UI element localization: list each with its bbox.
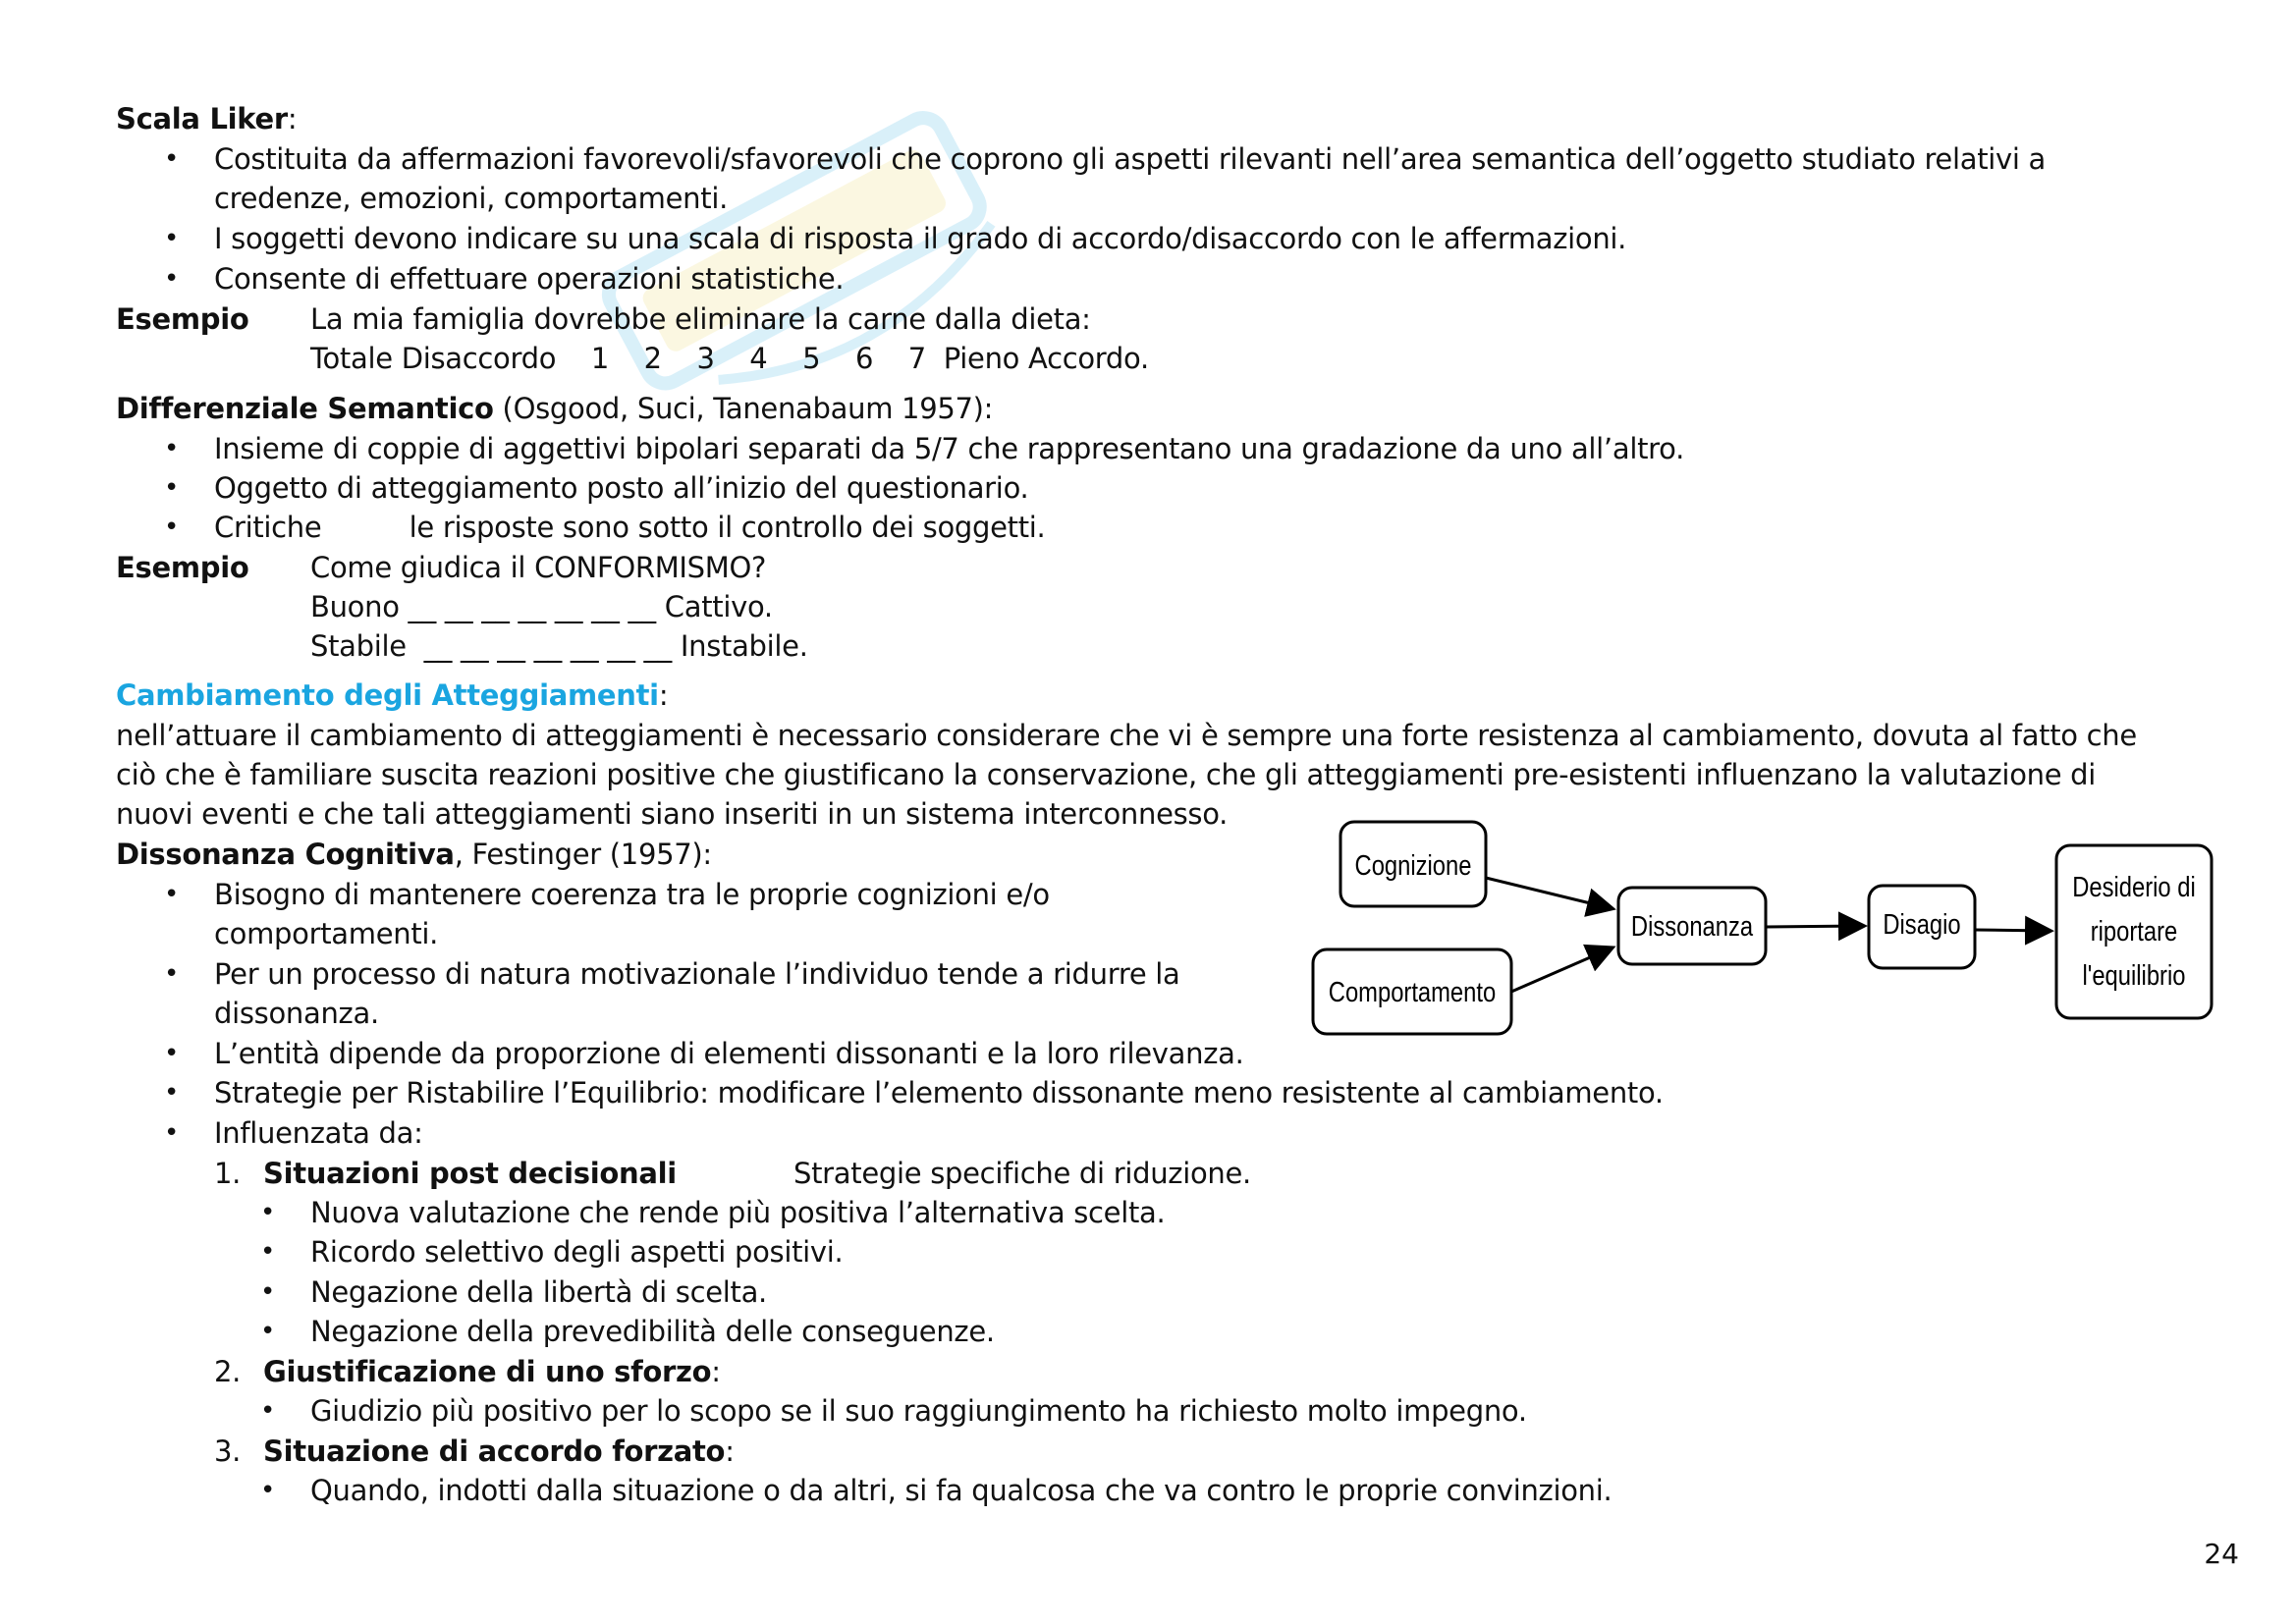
desiderio-label-1: Desiderio di bbox=[2072, 870, 2196, 903]
scala-liker-bullet-2: I soggetti devono indicare su una scala di risposta il grado di accordo/disaccordo con le affermazioni. bbox=[214, 222, 1627, 255]
bullet-icon: • bbox=[260, 1317, 276, 1346]
item-1-sub-2: Ricordo selettivo degli aspetti positivi. bbox=[310, 1235, 844, 1269]
numbered-item-3-title: Situazione di accordo forzato bbox=[263, 1435, 726, 1468]
differenziale-example-3: Stabile __ __ __ __ __ __ __ Instabile. bbox=[310, 629, 808, 663]
arrow-comportamento-dissonanza bbox=[1511, 948, 1611, 992]
differenziale-bullet-2: Oggetto di atteggiamento posto all’inizio del questionario. bbox=[214, 471, 1029, 505]
cognizione-label: Cognizione bbox=[1354, 848, 1472, 882]
bullet-icon: • bbox=[260, 1396, 276, 1426]
numbered-item-2-heading bbox=[263, 1352, 721, 1391]
comportamento-box bbox=[1313, 949, 1511, 1034]
dissonanza-ref: , Festinger (1957): bbox=[454, 838, 712, 871]
dissonance-flow-diagram bbox=[1306, 805, 2249, 1060]
dissonanza-title: Dissonanza Cognitiva bbox=[116, 838, 455, 871]
differenziale-example-1: Come giudica il CONFORMISMO? bbox=[310, 551, 767, 584]
scala-liker-bullet-1-cont: credenze, emozioni, comportamenti. bbox=[214, 182, 729, 215]
comportamento-label: Comportamento bbox=[1328, 975, 1497, 1008]
differenziale-bullet-3: Critiche le risposte sono sotto il controllo dei soggetti. bbox=[214, 511, 1046, 544]
item-1-sub-4: Negazione della prevedibilità delle conseguenze. bbox=[310, 1315, 995, 1348]
item-1-sub-1: Nuova valutazione che rende più positiva l’alternativa scelta. bbox=[310, 1196, 1166, 1229]
numbered-item-3-heading bbox=[263, 1432, 735, 1471]
dissonanza-heading bbox=[116, 835, 712, 874]
item-1-sub-3: Negazione della libertà di scelta. bbox=[310, 1275, 767, 1309]
differenziale-heading bbox=[116, 389, 993, 428]
bullet-icon: • bbox=[164, 1078, 180, 1108]
bullet-icon: • bbox=[164, 959, 180, 989]
esempio-label: Esempio bbox=[116, 551, 249, 584]
dissonanza-bullet-1: Bisogno di mantenere coerenza tra le proprie cognizioni e/o bbox=[214, 878, 1050, 911]
dissonanza-bullet-2-cont: dissonanza. bbox=[214, 997, 379, 1030]
bullet-icon: • bbox=[164, 264, 180, 294]
numbered-item-1-number: 1. bbox=[214, 1157, 242, 1190]
cambiamento-colon: : bbox=[658, 678, 669, 712]
differenziale-example-2: Buono __ __ __ __ __ __ __ Cattivo. bbox=[310, 590, 773, 623]
item-2-sub-1: Giudizio più positivo per lo scopo se il suo raggiungimento ha richiesto molto impegno. bbox=[310, 1394, 1527, 1428]
bullet-icon: • bbox=[260, 1237, 276, 1267]
numbered-item-2-number: 2. bbox=[214, 1355, 242, 1388]
bullet-icon: • bbox=[164, 434, 180, 463]
numbered-item-3-number: 3. bbox=[214, 1435, 242, 1468]
cambiamento-heading bbox=[116, 676, 668, 715]
arrow-dissonanza-disagio bbox=[1766, 926, 1862, 927]
bullet-icon: • bbox=[164, 880, 180, 909]
scala-liker-bullet-3: Consente di effettuare operazioni statistiche. bbox=[214, 262, 845, 296]
page-number: 24 bbox=[2204, 1538, 2239, 1570]
item-3-sub-1: Quando, indotti dalla situazione o da altri, si fa qualcosa che va contro le proprie convinzioni. bbox=[310, 1474, 1613, 1507]
esempio-label: Esempio bbox=[116, 302, 249, 336]
scala-liker-example-1: La mia famiglia dovrebbe eliminare la carne dalla dieta: bbox=[310, 302, 1091, 336]
scala-liker-heading bbox=[116, 99, 297, 138]
cambiamento-para-2: ciò che è familiare suscita reazioni positive che giustificano la conservazione, che gli atteggiamenti pre-esistenti influenzano la valutazione di bbox=[116, 758, 2097, 791]
dissonanza-bullet-2: Per un processo di natura motivazionale l’individuo tende a ridurre la bbox=[214, 957, 1180, 991]
dissonanza-box bbox=[1618, 888, 1766, 964]
arrow-disagio-desiderio bbox=[1975, 930, 2049, 931]
desiderio-label-3: l'equilibrio bbox=[2082, 958, 2186, 992]
cambiamento-para-1: nell’attuare il cambiamento di atteggiamenti è necessario considerare che vi è sempre una forte resistenza al cambiamento, dovuta al fatto che bbox=[116, 719, 2137, 752]
scala-liker-colon: : bbox=[287, 102, 298, 135]
cambiamento-title: Cambiamento degli Atteggiamenti bbox=[116, 678, 659, 712]
bullet-icon: • bbox=[260, 1277, 276, 1307]
bullet-icon: • bbox=[164, 224, 180, 253]
numbered-item-1-desc: Strategie specifiche di riduzione. bbox=[793, 1157, 1251, 1190]
bullet-icon: • bbox=[260, 1198, 276, 1227]
numbered-item-1-title: Situazioni post decisionali bbox=[263, 1157, 677, 1190]
differenziale-ref: (Osgood, Suci, Tanenabaum 1957): bbox=[493, 392, 994, 425]
desiderio-label-2: riportare bbox=[2090, 914, 2178, 947]
desiderio-box bbox=[2056, 845, 2212, 1018]
scala-liker-example-2: Totale Disaccordo 1 2 3 4 5 6 7 Pieno Accordo. bbox=[310, 342, 1149, 375]
dissonanza-label: Dissonanza bbox=[1630, 909, 1754, 943]
dissonanza-bullet-5: Influenzata da: bbox=[214, 1116, 423, 1150]
numbered-item-3-colon: : bbox=[725, 1435, 735, 1468]
bullet-icon: • bbox=[164, 1118, 180, 1148]
differenziale-bullet-1: Insieme di coppie di aggettivi bipolari separati da 5/7 che rappresentano una gradazione da uno all’altro. bbox=[214, 432, 1684, 465]
disagio-label: Disagio bbox=[1883, 907, 1961, 941]
bullet-icon: • bbox=[164, 1039, 180, 1068]
scala-liker-bullet-1: Costituita da affermazioni favorevoli/sfavorevoli che coprono gli aspetti rilevanti nell’area semantica dell’oggetto studiato relativi a bbox=[214, 142, 2047, 176]
differenziale-title: Differenziale Semantico bbox=[116, 392, 494, 425]
cambiamento-para-3: nuovi eventi e che tali atteggiamenti siano inseriti in un sistema interconnesso. bbox=[116, 797, 1229, 831]
scala-liker-title: Scala Liker bbox=[116, 102, 288, 135]
dissonanza-bullet-1-cont: comportamenti. bbox=[214, 917, 439, 950]
dissonanza-bullet-3: L’entità dipende da proporzione di elementi dissonanti e la loro rilevanza. bbox=[214, 1037, 1244, 1070]
bullet-icon: • bbox=[260, 1476, 276, 1505]
cognizione-box bbox=[1340, 822, 1486, 906]
numbered-item-2-colon: : bbox=[711, 1355, 721, 1388]
numbered-item-2-title: Giustificazione di uno sforzo bbox=[263, 1355, 712, 1388]
dissonanza-bullet-4: Strategie per Ristabilire l’Equilibrio: modificare l’elemento dissonante meno resistente al cambiamento. bbox=[214, 1076, 1664, 1110]
arrow-cognizione-dissonanza bbox=[1486, 878, 1611, 908]
bullet-icon: • bbox=[164, 144, 180, 174]
disagio-box bbox=[1869, 886, 1975, 968]
bullet-icon: • bbox=[164, 473, 180, 503]
bullet-icon: • bbox=[164, 513, 180, 542]
